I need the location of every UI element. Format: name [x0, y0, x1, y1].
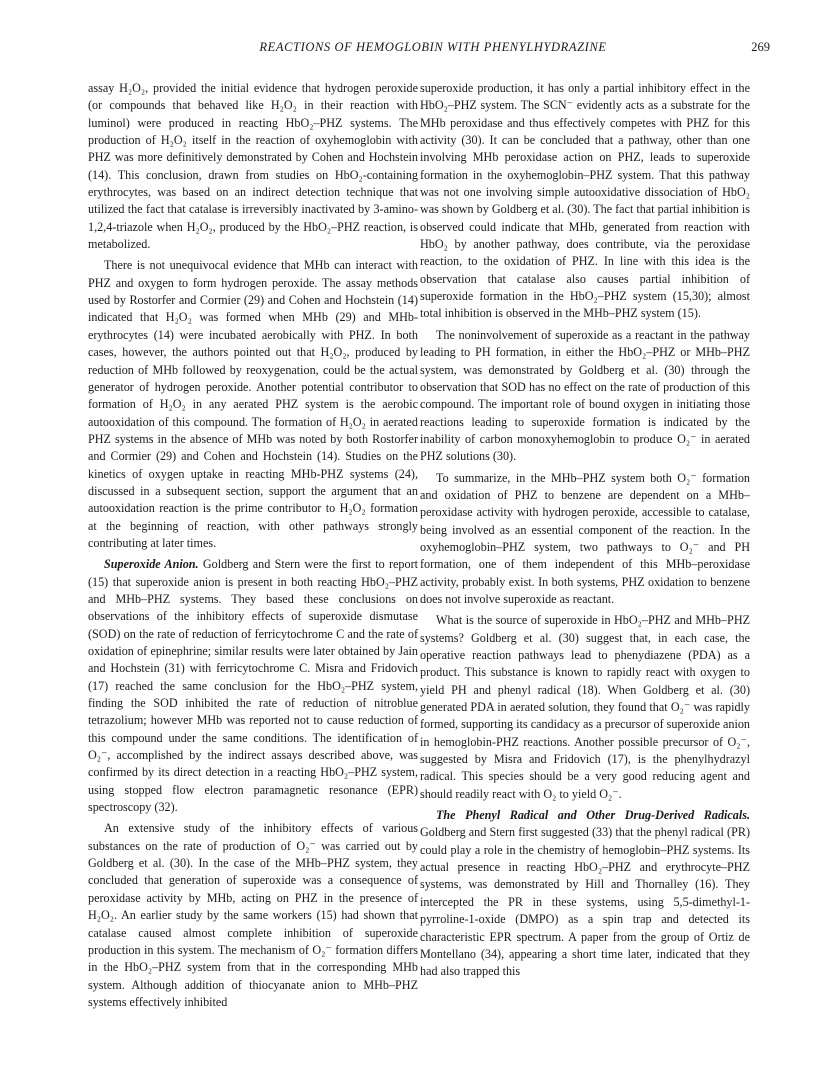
paragraph: To summarize, in the MHb–PHZ system both O₂⁻ formation and oxidation of PHZ to benzene are dependent on a MHb–peroxidase activity with hydrogen peroxide, accessible to catalase, being involved as an essential component of the reaction. In the oxyhemoglobin–PHZ system, two pathways to O₂⁻ and PH formation, one of them independent of this MHb–peroxidase activity, probably exist. In both systems, PHZ oxidation to benzene does not involve superoxide as reactant.: [420, 470, 750, 606]
paragraph: An extensive study of the inhibitory effects of various substances on the rate of production of O₂⁻ was carried out by Goldberg et al. (30). In the case of the MHb–PHZ system, they concluded that generation of superoxide was a consequence of peroxidase activity by MHb, acting on PHZ in the presence of H₂O₂. An earlier study by the same workers (15) had shown that catalase caused almost complete inhibition of superoxide production in this system. The mechanism of O₂⁻ formation differs in the HbO₂–PHZ system from that in the corresponding MHb system. Although addition of thiocyanate anion to MHb–PHZ systems effectively inhibited: [88, 821, 418, 1009]
running-title: REACTIONS OF HEMOGLOBIN WITH PHENYLHYDRAZINE: [259, 40, 607, 54]
section-heading: The Phenyl Radical and Other Drug-Derived Radicals.: [436, 808, 750, 823]
paragraph-text: Goldberg and Stern first suggested (33) that the phenyl radical (PR) could play a role in the chemistry of hemoglobin–PHZ systems. Its actual presence in reacting HbO₂–PHZ and erythrocyte–PHZ systems, was demonstrated by Hill and Thornalley (16). They intercepted the PR in these systems, using 5,5-dimethyl-1-pyrroline-1-oxide (DMPO) as a spin trap and detected its characteristic EPR spectrum. A paper from the group of Ortiz de Montellano (34), appearing a short time later, indicated that they had also trapped this: [420, 825, 750, 979]
paragraph: What is the source of superoxide in HbO₂–PHZ and MHb–PHZ systems? Goldberg et al. (30) suggest that, in each case, the operative reaction pathways lead to phenydiazene (PDA) as a product. This substance is known to rapidly react with oxygen to yield PH and phenyl radical (18). When Goldberg et al. (30) generated PDA in aerated solution, they found that O₂⁻ was rapidly formed, supporting its candidacy as a precursor of superoxide anion in hemoglobin-PHZ reactions. Another possible precursor of O₂⁻, suggested by Misra and Fridovich (17), is the phenylhydrazyl radical. This species should be a very good reducing agent and should readily react with O₂ to yield O₂⁻.: [420, 613, 750, 801]
section-heading: Superoxide Anion.: [104, 557, 199, 572]
paragraph-text: Goldberg and Stern were the first to report (15) that superoxide anion is present in both reacting HbO₂–PHZ and MHb–PHZ systems. They based these conclusions on observations of the inhibitory effects of superoxide dismutase (SOD) on the rate of reduction of ferricytochrome C and the rate of oxidation of epinephrine; similar results were later obtained by Jain and Hochstein (31) with ferricytochrome C. Misra and Fridovich (17) reached the same conclusion for the HbO₂–PHZ system, finding the SOD inhibited the rate of reduction of nitroblue tetrazolium; however MHb was reported not to cause reduction of this compound under the same conditions. The identification of O₂⁻, accomplished by the indirect assays described above, was confirmed by its direct detection in a reacting HbO₂–PHZ system, using stopped flow electron paramagnetic resonance (EPR) spectroscopy (32).: [88, 557, 418, 815]
left-column: [88, 80, 418, 1015]
right-column: [420, 80, 750, 985]
paragraph: [88, 556, 418, 816]
paragraph: The noninvolvement of superoxide as a reactant in the pathway leading to PH formation, in either the HbO₂–PHZ or MHb–PHZ system, was demonstrated by Goldberg et al. (30) through the observation that SOD has no effect on the rate of production of this compound. The important role of bound oxygen in initiating those reactions leading to superoxide formation is indicated by the inability of carbon monoxyhemoglobin to produce O₂⁻ in aerated PHZ solutions (30).: [420, 327, 750, 464]
paragraph: [420, 807, 750, 980]
paragraph: superoxide production, it has only a partial inhibitory effect in the HbO₂–PHZ system. The SCN⁻ evidently acts as a substrate for the MHb peroxidase and thus effectively competes with PHZ for this activity (30). It can be concluded that a pathway, other than one involving MHb peroxidase action on PHZ, leads to superoxide formation in the oxyhemoglobin–PHZ system. That this pathway was not one involving simple autooxidative dissociation of HbO₂ was shown by Goldberg et al. (30). The fact that partial inhibition is observed could indicate that MHb, generated from reaction with HbO₂ by another pathway, does contribute, via the peroxidase reaction, to the oxidation of PHZ. In line with this idea is the observation that catalase also causes partial inhibition of superoxide formation in the HbO₂–PHZ system (15,30); almost total inhibition is observed in the MHb–PHZ system (15).: [420, 81, 750, 321]
page-header: [88, 40, 778, 60]
paragraph: There is not unequivocal evidence that MHb can interact with PHZ and oxygen to form hydrogen peroxide. The assay methods used by Rostorfer and Cormier (29) and Cohen and Hochstein (14) indicated that H₂O₂ was formed when MHb (29) and MHb-erythrocytes (14) were incubated aerobically with PHZ. In both cases, however, the authors pointed out that H₂O₂, produced by reduction of MHb followed by reoxygenation, could be the actual generator of hydrogen peroxide. Another potential contributor to formation of H₂O₂ in any aerated PHZ system is the aerobic autooxidation of this compound. The formation of H₂O₂ in aerated PHZ systems in the absence of MHb was noted by both Rostorfer and Cormier (29) and Cohen and Hochstein (14). Studies on the kinetics of oxygen uptake in reacting MHb-PHZ systems (24), discussed in a subsequent section, support the argument that an autooxidation reaction is the prime contributor to H₂O₂ formation at the beginning of reaction, with other pathways strongly contributing at later times.: [88, 258, 418, 550]
page-number: 269: [751, 40, 770, 54]
paragraph: assay H₂O₂, provided the initial evidence that hydrogen peroxide (or compounds that behaved like H₂O₂ in their reaction with luminol) were produced in reacting HbO₂–PHZ systems. The production of H₂O₂ itself in the reaction of oxyhemoglobin with PHZ was more definitively demonstrated by Cohen and Hochstein (14). This conclusion, drawn from studies on HbO₂-containing erythrocytes, was based on an indirect detection technique that utilized the fact that catalase is irreversibly inactivated by 3-amino-1,2,4-triazole when H₂O₂, produced by the HbO₂–PHZ reaction, is metabolized.: [88, 81, 418, 252]
